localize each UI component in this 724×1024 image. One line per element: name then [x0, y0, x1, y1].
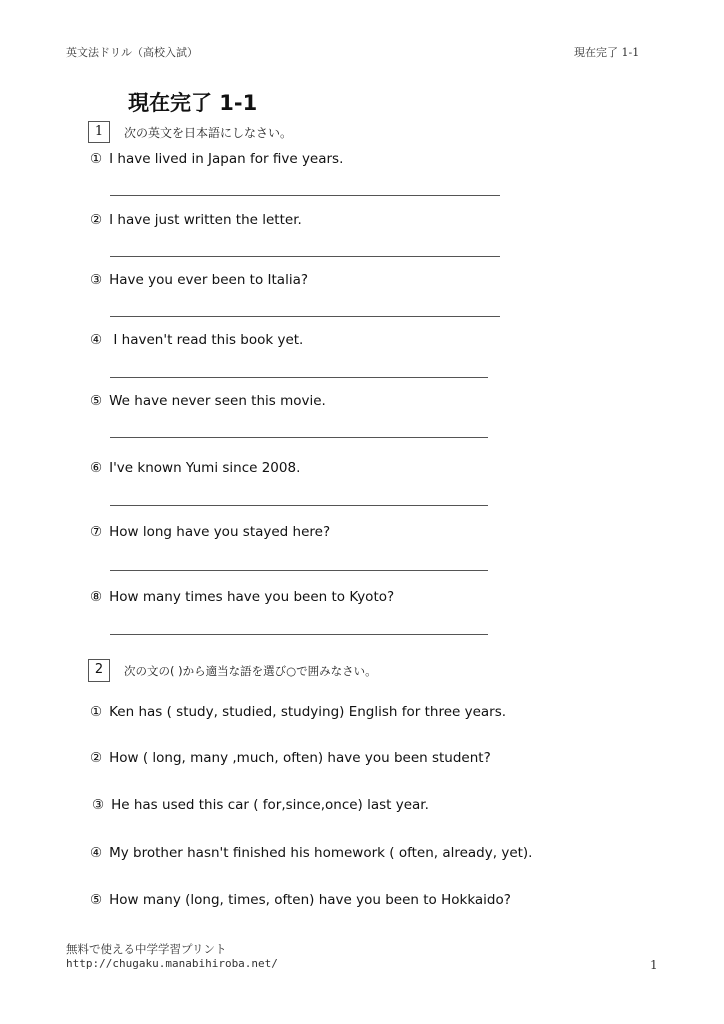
question-text[interactable]: How many (long, times, often) have you been to Hokkaido?	[109, 892, 511, 908]
section-1-number: 1	[88, 121, 110, 143]
question-number: ④	[90, 332, 103, 348]
question-number: ③	[92, 797, 105, 813]
s2-question-1	[90, 704, 506, 720]
question-number: ⑤	[90, 892, 103, 908]
s1-question-4	[90, 332, 303, 348]
question-text: How long have you stayed here?	[109, 524, 331, 540]
answer-line-2[interactable]	[110, 256, 500, 257]
s2-question-3	[92, 797, 429, 813]
page-title: 現在完了 1-1	[128, 91, 258, 115]
s2-question-5	[90, 892, 511, 908]
s2-question-2	[90, 750, 491, 766]
answer-line-3[interactable]	[110, 316, 500, 317]
question-number: ①	[90, 151, 103, 167]
section-2-instruction: 次の文の( )から適当な語を選び○で囲みなさい。	[124, 664, 377, 678]
s2-question-4	[90, 845, 532, 861]
header-right: 現在完了 1-1	[574, 46, 640, 59]
footer-url-link[interactable]: http://chugaku.manabihiroba.net/	[66, 957, 278, 970]
question-number: ①	[90, 704, 103, 720]
question-text: Have you ever been to Italia?	[109, 272, 309, 288]
s1-question-2	[90, 212, 302, 228]
question-text[interactable]: Ken has ( study, studied, studying) English for three years.	[109, 704, 507, 720]
answer-line-1[interactable]	[110, 195, 500, 196]
header-left: 英文法ドリル（高校入試）	[66, 46, 198, 59]
question-text: I have just written the letter.	[109, 212, 302, 228]
question-text: How many times have you been to Kyoto?	[109, 589, 395, 605]
section-1-instruction: 次の英文を日本語にしなさい。	[124, 126, 293, 140]
question-text: I have lived in Japan for five years.	[109, 151, 344, 167]
s1-question-1	[90, 151, 343, 167]
question-number: ⑥	[90, 460, 103, 476]
question-text[interactable]: He has used this car ( for,since,once) last year.	[111, 797, 429, 813]
answer-line-5[interactable]	[110, 437, 488, 438]
s1-question-8	[90, 589, 394, 605]
s1-question-6	[90, 460, 300, 476]
answer-line-4[interactable]	[110, 377, 488, 378]
question-number: ④	[90, 845, 103, 861]
section-2-number: 2	[88, 659, 110, 682]
question-text: We have never seen this movie.	[109, 393, 326, 409]
footer-site-name: 無料で使える中学学習プリント	[66, 942, 227, 956]
question-number: ⑧	[90, 589, 103, 605]
question-number: ⑦	[90, 524, 103, 540]
question-number: ②	[90, 212, 103, 228]
question-number: ③	[90, 272, 103, 288]
question-text: I've known Yumi since 2008.	[109, 460, 301, 476]
question-text: I haven't read this book yet.	[109, 332, 304, 348]
s1-question-7	[90, 524, 330, 540]
question-text[interactable]: How ( long, many ,much, often) have you been student?	[109, 750, 491, 766]
answer-line-8[interactable]	[110, 634, 488, 635]
s1-question-5	[90, 393, 326, 409]
answer-line-6[interactable]	[110, 505, 488, 506]
question-text[interactable]: My brother hasn't finished his homework ( often, already, yet).	[109, 845, 533, 861]
question-number: ②	[90, 750, 103, 766]
question-number: ⑤	[90, 393, 103, 409]
s1-question-3	[90, 272, 308, 288]
page-number: 1	[650, 958, 658, 972]
answer-line-7[interactable]	[110, 570, 488, 571]
